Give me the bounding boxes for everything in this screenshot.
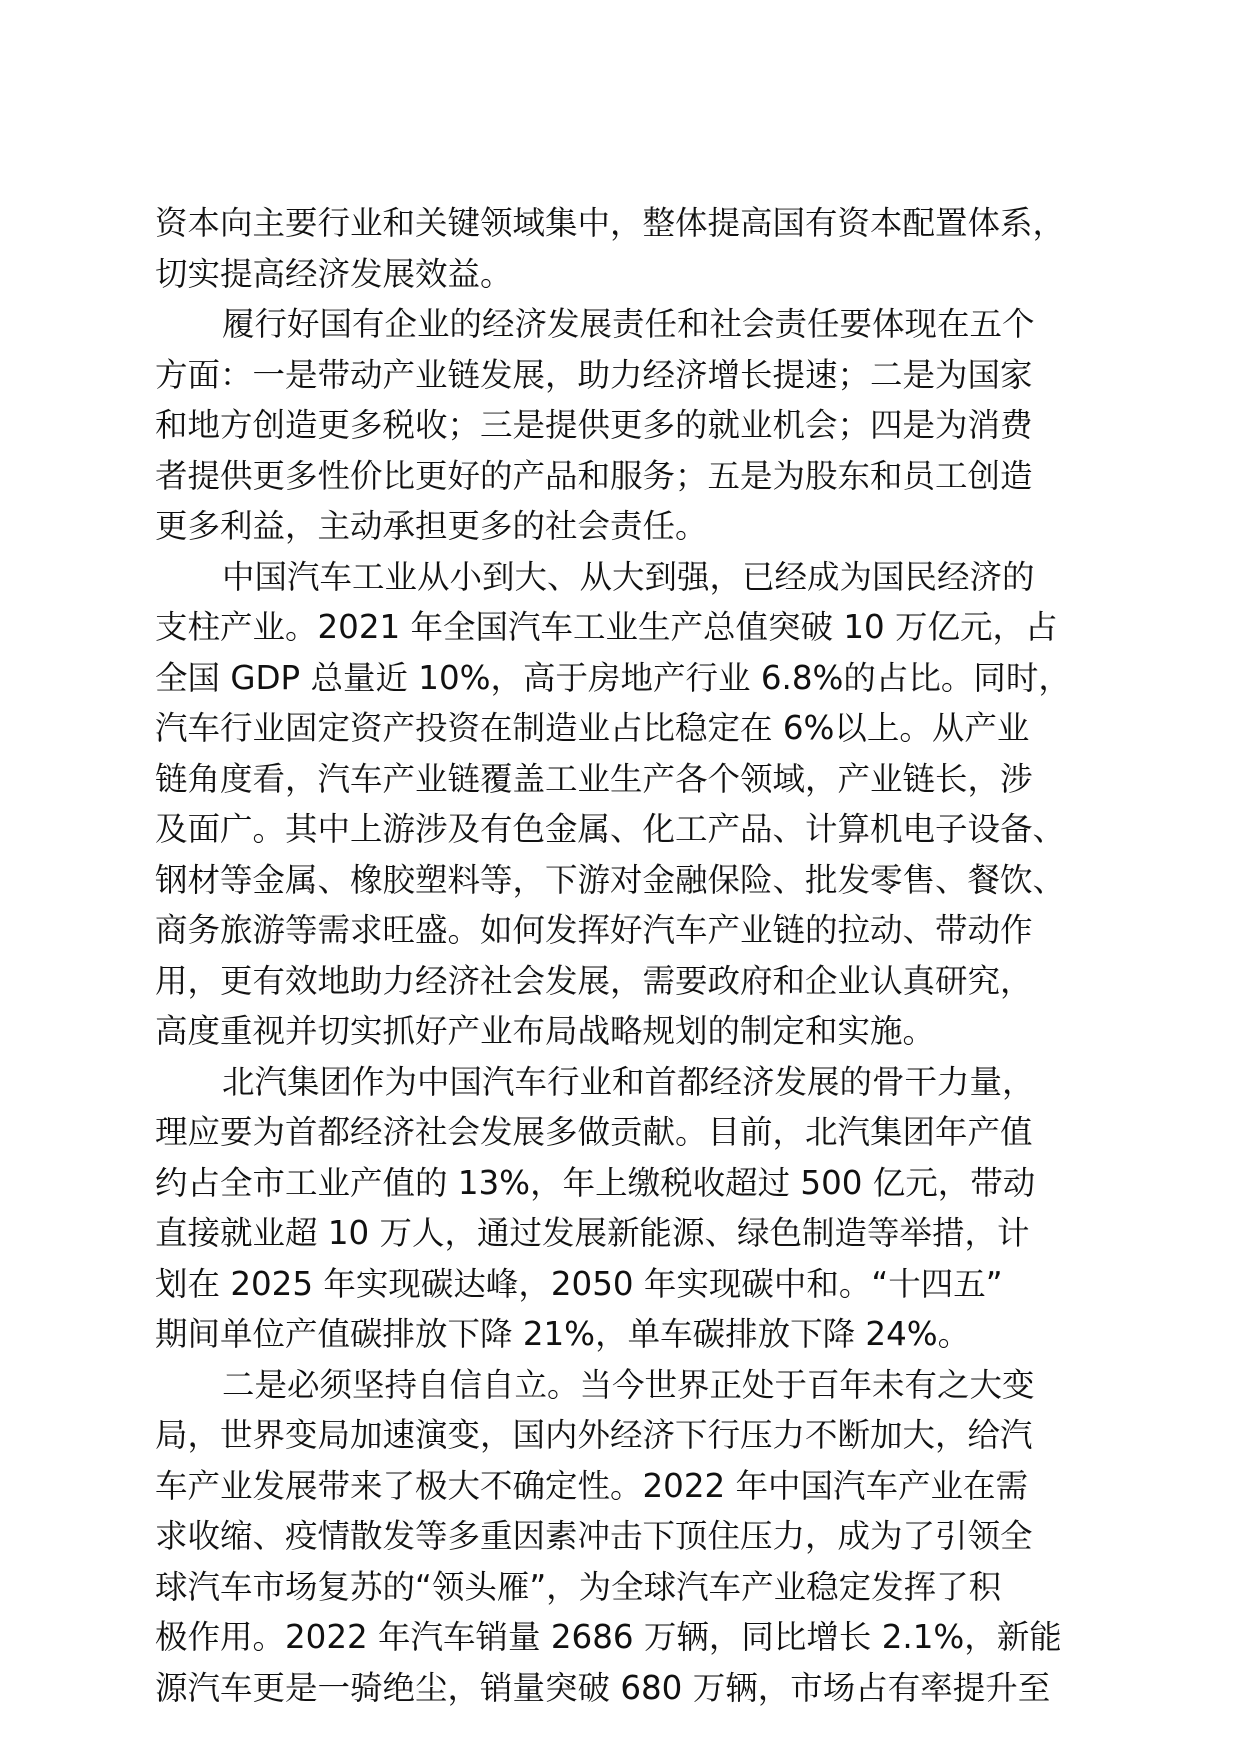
text-line: 支柱产业。2021 年全国汽车工业生产总值突破 10 万亿元，占	[155, 608, 1058, 646]
text-line: 更多利益，主动承担更多的社会责任。	[155, 507, 708, 545]
text-line: 汽车行业固定资产投资在制造业占比稳定在 6%以上。从产业	[155, 709, 1030, 747]
text-line: 高度重视并切实抓好产业布局战略规划的制定和实施。	[155, 1012, 936, 1050]
text-line: 求收缩、疫情散发等多重因素冲击下顶住压力，成为了引领全	[155, 1517, 1033, 1555]
paragraph-start-line: 中国汽车工业从小到大、从大到强，已经成为国民经济的	[222, 557, 1035, 596]
text-line: 切实提高经济发展效益。	[155, 254, 513, 293]
text-line: 钢材等金属、橡胶塑料等，下游对金融保险、批发零售、餐饮、	[155, 860, 1066, 899]
text-line: 商务旅游等需求旺盛。如何发挥好汽车产业链的拉动、带动作	[155, 911, 1033, 949]
text-line: 链角度看，汽车产业链覆盖工业生产各个领域，产业链长，涉	[155, 759, 1033, 798]
text-line: 期间单位产值碳排放下降 21%，单车碳排放下降 24%。	[155, 1315, 971, 1353]
text-line: 资本向主要行业和关键领域集中，整体提高国有资本配置体系，	[155, 204, 1066, 242]
text-line: 及面广。其中上游涉及有色金属、化工产品、计算机电子设备、	[155, 810, 1066, 848]
text-line: 源汽车更是一骑绝尘，销量突破 680 万辆，市场占有率提升至	[155, 1668, 1051, 1707]
paragraph-start-line: 二是必须坚持自信自立。当今世界正处于百年未有之大变	[222, 1365, 1035, 1404]
text-line: 全国 GDP 总量近 10%，高于房地产行业 6.8%的占比。同时，	[155, 658, 1071, 697]
text-line: 球汽车市场复苏的“领头雁”，为全球汽车产业稳定发挥了积	[155, 1567, 1002, 1606]
text-line: 和地方创造更多税收；三是提供更多的就业机会；四是为消费	[155, 406, 1033, 444]
body-text	[155, 198, 1095, 1713]
text-line: 用，更有效地助力经济社会发展，需要政府和企业认真研究，	[155, 961, 1033, 1000]
text-line: 约占全市工业产值的 13%，年上缴税收超过 500 亿元，带动	[155, 1163, 1036, 1202]
text-line: 局，世界变局加速演变，国内外经济下行压力不断加大，给汽	[155, 1416, 1033, 1454]
text-line: 理应要为首都经济社会发展多做贡献。目前，北汽集团年产值	[155, 1113, 1033, 1151]
paragraph-start-line: 北汽集团作为中国汽车行业和首都经济发展的骨干力量，	[222, 1062, 1035, 1101]
text-line: 直接就业超 10 万人，通过发展新能源、绿色制造等举措，计	[155, 1214, 1030, 1252]
text-line: 划在 2025 年实现碳达峰，2050 年实现碳中和。“十四五”	[155, 1264, 1003, 1303]
paragraph-start-line: 履行好国有企业的经济发展责任和社会责任要体现在五个	[222, 305, 1035, 343]
text-line: 车产业发展带来了极大不确定性。2022 年中国汽车产业在需	[155, 1466, 1029, 1505]
text-line: 极作用。2022 年汽车销量 2686 万辆，同比增长 2.1%，新能	[155, 1618, 1062, 1656]
text-line: 者提供更多性价比更好的产品和服务；五是为股东和员工创造	[155, 456, 1033, 495]
text-line: 方面：一是带动产业链发展，助力经济增长提速；二是为国家	[155, 355, 1033, 394]
